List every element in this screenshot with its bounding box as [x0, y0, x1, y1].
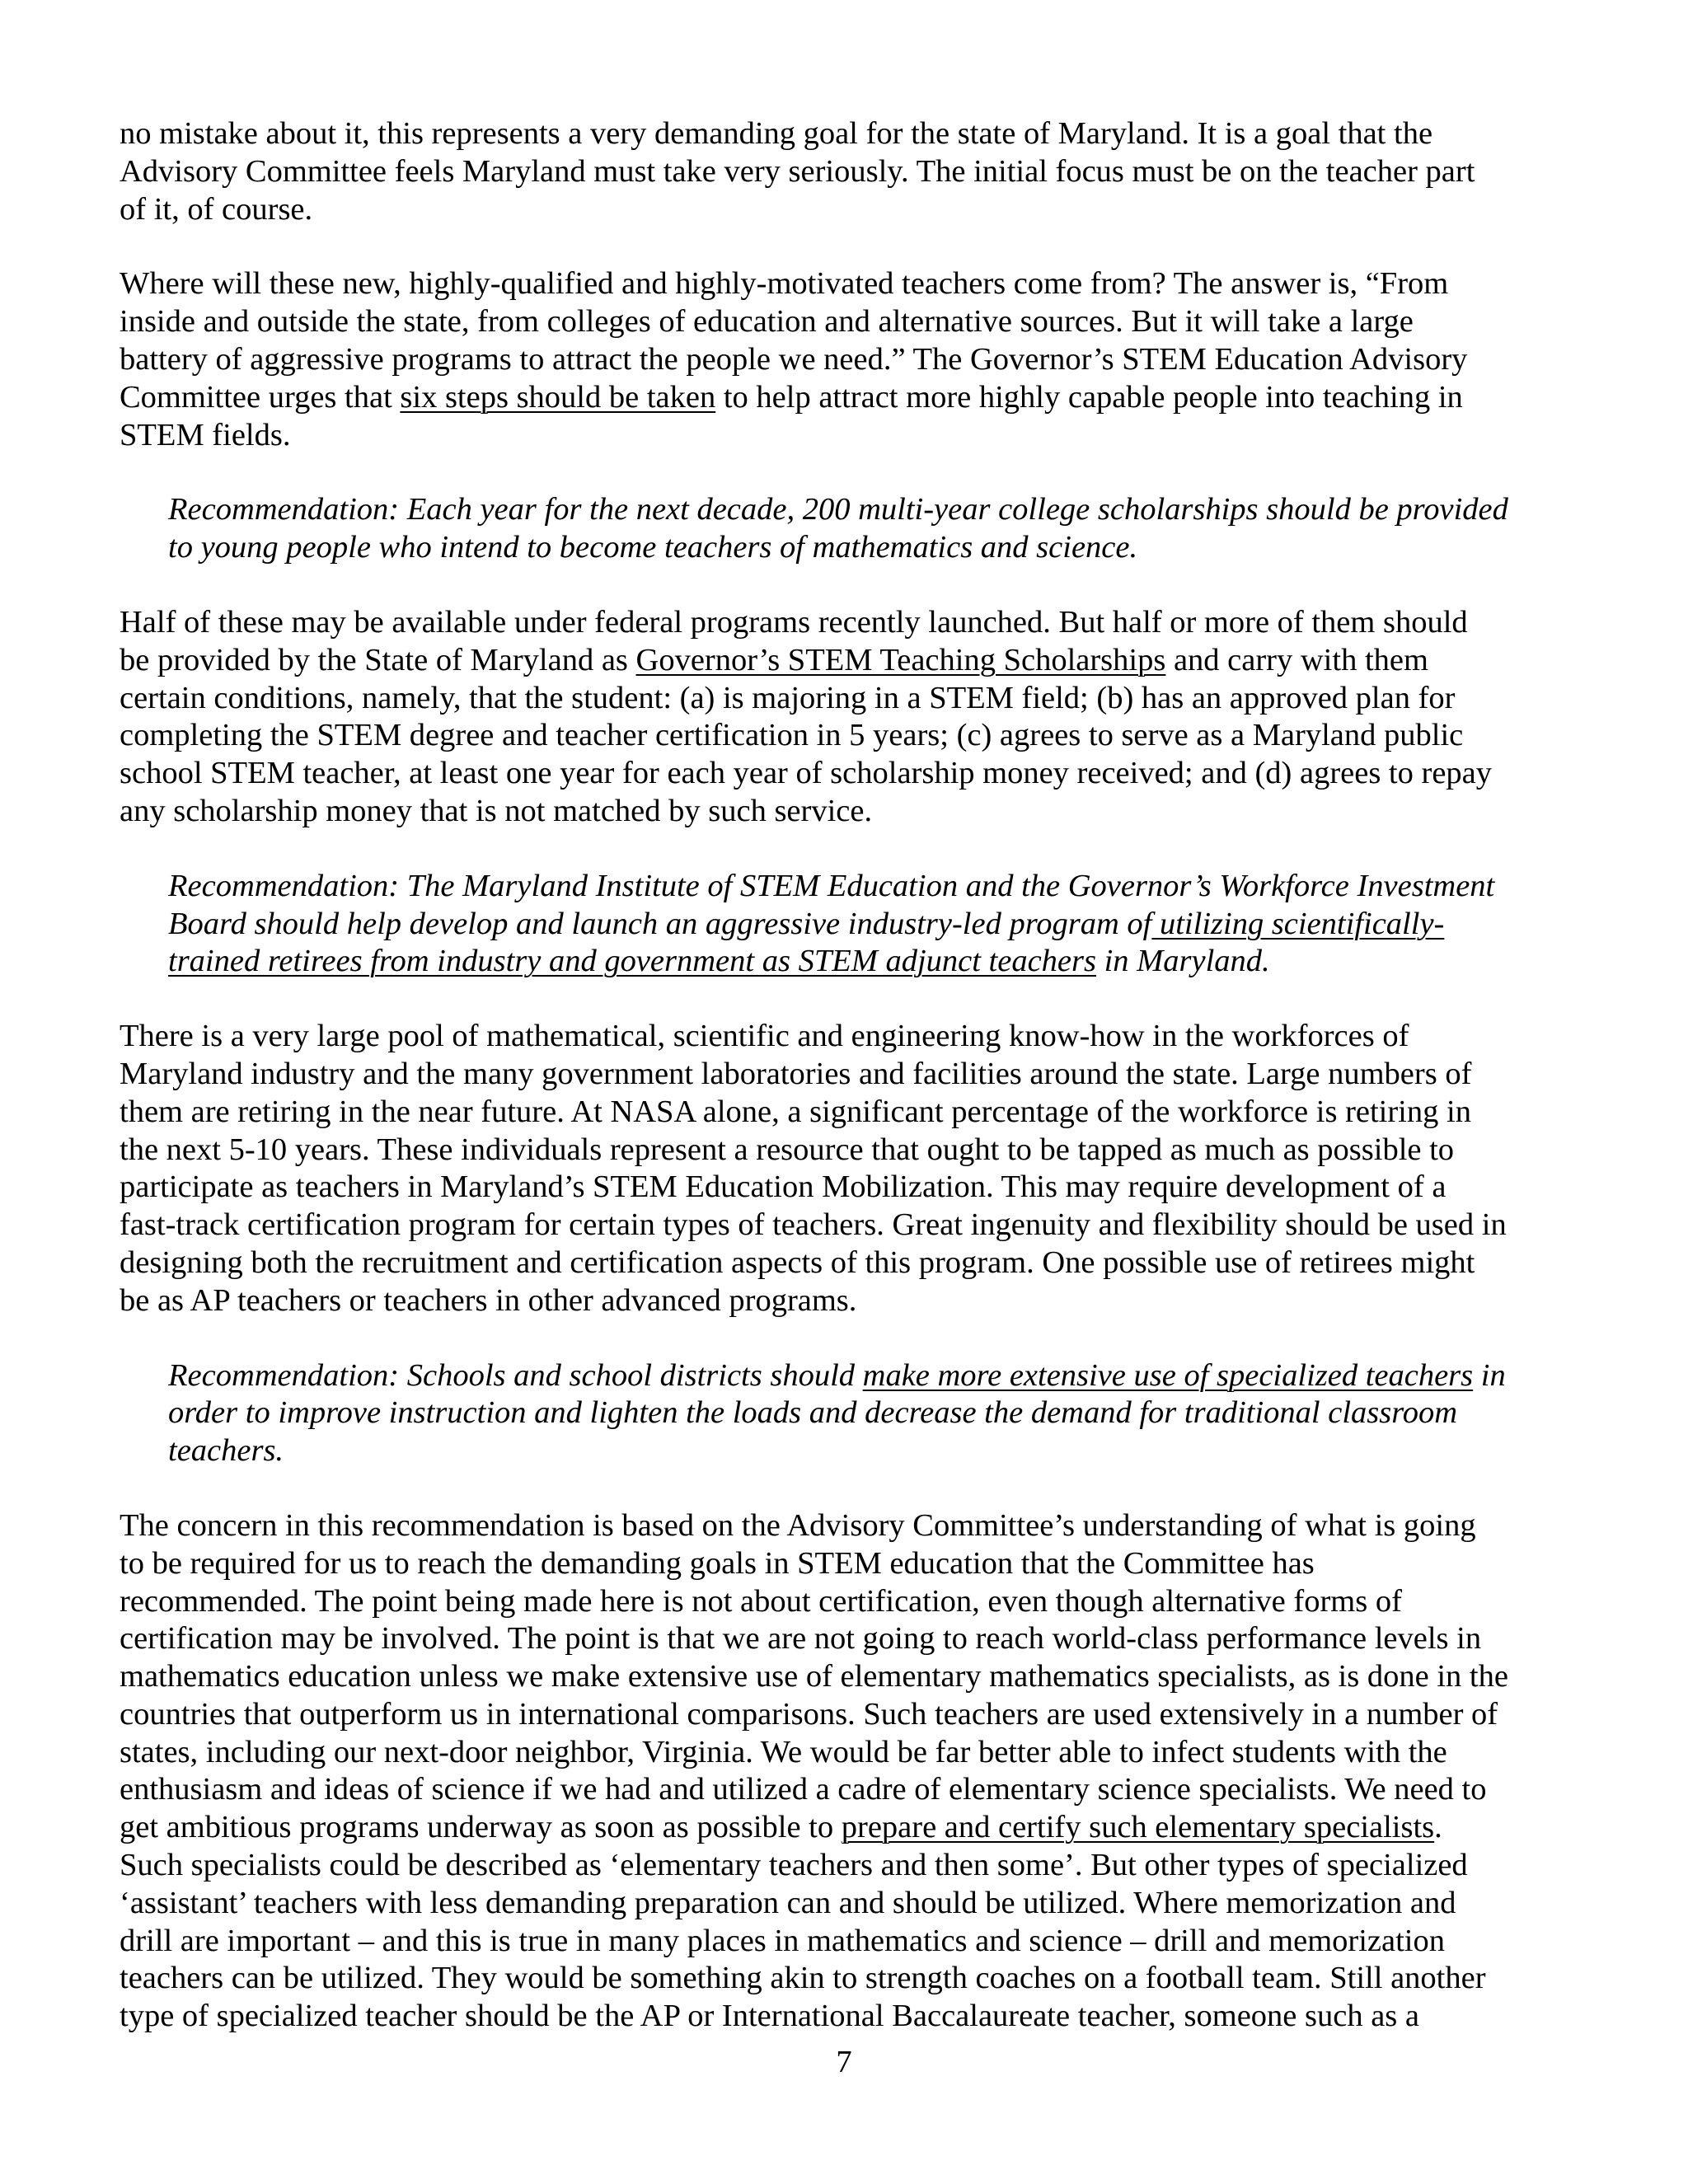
text-segment: any scholarship money that is not matched by such service.: [120, 793, 873, 828]
page-number: 7: [836, 2045, 852, 2079]
text-line: [120, 379, 1570, 417]
text-segment: Board should help develop and launch an aggressive industry-led program of: [168, 906, 1152, 941]
text-line: [120, 303, 1570, 341]
recommendation-paragraph: [168, 868, 1570, 981]
text-line: [120, 1734, 1570, 1772]
text-segment: Half of these may be available under federal programs recently launched. But half or more of them should: [120, 604, 1468, 640]
text-line: [120, 1018, 1570, 1056]
recommendation-paragraph: [168, 491, 1570, 567]
recommendation-paragraph: [168, 1357, 1570, 1470]
text-line: [120, 1583, 1570, 1621]
text-segment: type of specialized teacher should be the AP or International Baccalaureate teacher, someone such as a: [120, 1999, 1419, 2034]
text-line: [168, 906, 1570, 944]
text-segment: designing both the recruitment and certification aspects of this program. One possible use of retirees might: [120, 1244, 1475, 1280]
underlined-text: prepare and certify such elementary specialists: [841, 1810, 1435, 1845]
underlined-text: six steps should be taken: [400, 379, 716, 415]
text-segment: Recommendation: Schools and school districts should: [168, 1357, 863, 1393]
body-paragraph: [120, 604, 1570, 831]
text-segment: There is a very large pool of mathematical, scientific and engineering know-how in the workforces of: [120, 1019, 1409, 1054]
text-segment: Recommendation: The Maryland Institute of STEM Education and the Governor’s Workforce Investment: [168, 868, 1495, 903]
text-segment: countries that outperform us in international comparisons. Such teachers are used extensively in a number of: [120, 1696, 1498, 1732]
text-segment: the next 5-10 years. These individuals represent a resource that ought to be tapped as much as possible to: [120, 1132, 1455, 1167]
text-segment: of it, of course.: [120, 191, 313, 227]
text-line: [120, 1923, 1570, 1961]
text-segment: get ambitious programs underway as soon as possible to: [120, 1810, 842, 1845]
text-line: [168, 1357, 1570, 1395]
text-line: [120, 1696, 1570, 1734]
text-segment: drill are important – and this is true in many places in mathematics and science – drill and memorization: [120, 1923, 1445, 1958]
text-segment: certification may be involved. The point is that we are not going to reach world-class performance levels in: [120, 1621, 1482, 1657]
text-segment: fast-track certification program for certain types of teachers. Great ingenuity and flexibility should be used in: [120, 1207, 1507, 1243]
body-paragraph: [120, 1018, 1570, 1319]
text-line: [168, 943, 1570, 981]
text-segment: teachers.: [168, 1433, 284, 1469]
text-line: [120, 1658, 1570, 1696]
text-segment: order to improve instruction and lighten the loads and decrease the demand for traditional classroom: [168, 1395, 1458, 1431]
text-segment: Maryland industry and the many government laboratories and facilities around the state. Large numbers of: [120, 1056, 1472, 1091]
text-line: [120, 341, 1570, 379]
text-line: [120, 115, 1570, 153]
text-line: [120, 1771, 1570, 1809]
text-line: [120, 1282, 1570, 1320]
text-line: [120, 717, 1570, 755]
text-segment: participate as teachers in Maryland’s STEM Education Mobilization. This may require development of a: [120, 1169, 1447, 1205]
underlined-text: utilizing scientifically-: [1151, 906, 1445, 941]
body-paragraph: [120, 1507, 1570, 2036]
text-segment: no mistake about it, this represents a very demanding goal for the state of Maryland. It is a goal that the: [120, 116, 1433, 151]
text-line: [168, 529, 1570, 567]
text-segment: in: [1473, 1357, 1506, 1393]
text-segment: STEM fields.: [120, 417, 291, 452]
text-line: [168, 868, 1570, 906]
text-line: [120, 1545, 1570, 1583]
document-page: [120, 115, 1570, 2073]
text-line: [120, 1056, 1570, 1094]
text-line: [120, 265, 1570, 303]
underlined-text: make more extensive use of specialized teachers: [862, 1357, 1474, 1393]
text-line: [120, 1207, 1570, 1244]
text-segment: battery of aggressive programs to attract the people we need.” The Governor’s STEM Education Advisory: [120, 341, 1468, 377]
text-line: [120, 642, 1570, 680]
text-line: [120, 1507, 1570, 1545]
text-line: [120, 680, 1570, 718]
text-line: [120, 1885, 1570, 1923]
text-segment: states, including our next-door neighbor, Virginia. We would be far better able to infect students with the: [120, 1734, 1447, 1769]
text-segment: Such specialists could be described as ‘elementary teachers and then some’. But other types of specialized: [120, 1848, 1468, 1883]
text-segment: be provided by the State of Maryland as: [120, 642, 636, 677]
text-segment: them are retiring in the near future. At NASA alone, a significant percentage of the workforce is retiring in: [120, 1094, 1471, 1129]
text-segment: Recommendation: Each year for the next decade, 200 multi-year college scholarships should be provided: [168, 492, 1508, 527]
underlined-text: trained retirees from industry and government as STEM adjunct teachers: [168, 944, 1096, 979]
text-segment: .: [1434, 1810, 1442, 1845]
text-line: [120, 1132, 1570, 1169]
underlined-text: Governor’s STEM Teaching Scholarships: [635, 642, 1166, 677]
text-segment: be as AP teachers or teachers in other advanced programs.: [120, 1282, 857, 1318]
text-segment: and carry with them: [1165, 642, 1428, 677]
text-line: [120, 793, 1570, 831]
text-line: [120, 153, 1570, 191]
text-line: [168, 1432, 1570, 1470]
text-segment: certain conditions, namely, that the student: (a) is majoring in a STEM field; (b) has an approved plan for: [120, 680, 1456, 715]
text-line: [120, 604, 1570, 642]
text-line: [120, 1847, 1570, 1885]
text-segment: completing the STEM degree and teacher certification in 5 years; (c) agrees to serve as a Maryland public: [120, 718, 1464, 753]
text-segment: Where will these new, highly-qualified and highly-motivated teachers come from? The answer is, “From: [120, 266, 1449, 302]
text-line: [120, 1960, 1570, 1998]
text-segment: to help attract more highly capable people into teaching in: [715, 379, 1463, 415]
text-segment: inside and outside the state, from colleges of education and alternative sources. But it will take a large: [120, 304, 1414, 340]
text-segment: school STEM teacher, at least one year for each year of scholarship money received; and (d) agrees to repay: [120, 756, 1492, 791]
text-line: [168, 491, 1570, 529]
text-segment: Committee urges that: [120, 379, 401, 415]
text-line: [120, 755, 1570, 793]
text-segment: recommended. The point being made here is not about certification, even though alternative forms of: [120, 1583, 1402, 1619]
text-segment: to young people who intend to become teachers of mathematics and science.: [168, 530, 1138, 565]
text-line: [120, 1169, 1570, 1207]
text-segment: mathematics education unless we make extensive use of elementary mathematics specialists, as is done in the: [120, 1659, 1508, 1694]
text-line: [120, 1809, 1570, 1847]
text-line: [120, 1998, 1570, 2036]
text-segment: to be required for us to reach the demanding goals in STEM education that the Committee has: [120, 1545, 1315, 1581]
text-line: [120, 417, 1570, 455]
text-segment: ‘assistant’ teachers with less demanding preparation can and should be utilized. Where memorization and: [120, 1885, 1456, 1920]
text-segment: enthusiasm and ideas of science if we had and utilized a cadre of elementary science specialists. We need to: [120, 1772, 1487, 1807]
text-line: [120, 1094, 1570, 1132]
text-segment: teachers can be utilized. They would be something akin to strength coaches on a football team. Still another: [120, 1961, 1486, 1996]
text-segment: Advisory Committee feels Maryland must take very seriously. The initial focus must be on the teacher part: [120, 153, 1475, 189]
text-line: [120, 1244, 1570, 1282]
text-line: [120, 1620, 1570, 1658]
text-line: [168, 1394, 1570, 1432]
body-paragraph: [120, 115, 1570, 228]
text-segment: in Maryland.: [1095, 944, 1270, 979]
text-line: [120, 191, 1570, 229]
body-paragraph: [120, 265, 1570, 454]
text-segment: The concern in this recommendation is based on the Advisory Committee’s understanding of what is going: [120, 1507, 1476, 1543]
